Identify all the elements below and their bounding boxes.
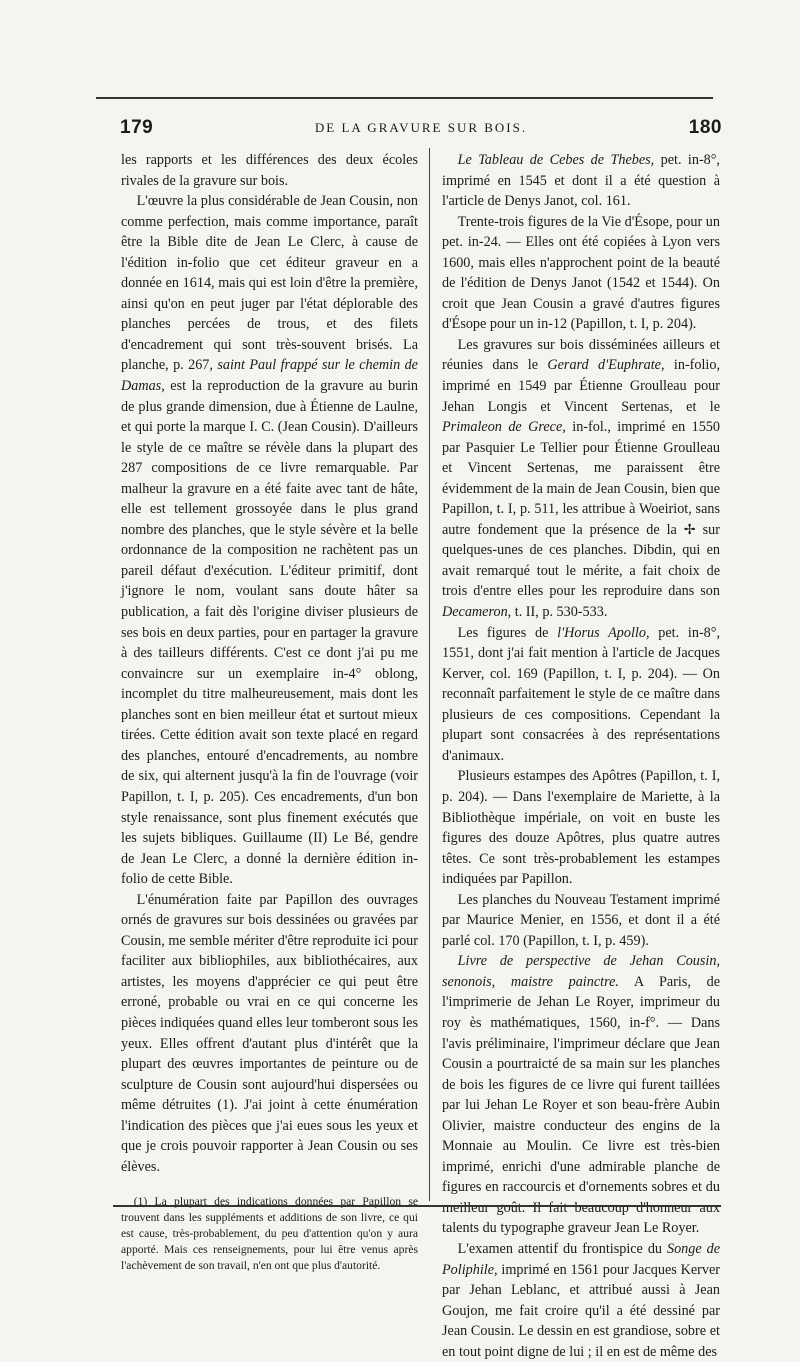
paragraph: Livre de perspective de Jehan Cousin, senonois, maistre painctre. A Paris, de l'imprimerie de Jehan Le Royer, imprimeur du roy ès mathématiques, 1560, in-f°. — Dans l'avis préliminaire, l'imprimeur déclare que Jean Cousin a pourtraicté de sa main sur les planches de bois les figures de ce livre qui furent taillées par lui Jehan Le Royer et son beau-frère Aubin Olivier, maistre conducteur des engins de la Monnaie au Moulin. Ce livre est très-bien imprimé, enrichi d'une admirable planche de figures en raccourcis et d'ornements sobres et du meilleur goût. Il fait beaucoup d'honneur aux talents du typographe graveur Jean Le Royer. [442, 953, 720, 1237]
bottom-rule [113, 1205, 721, 1207]
paragraph: L'examen attentif du frontispice du Songe de Poliphile, imprimé en 1561 pour Jacques Kerver par Jehan Leblanc, et attribué aussi à Jean Goujon, me fait croire qu'il a été dessiné par Jean Cousin. Le dessin en est grandiose, sobre et en tout point digne de lui ; il en est de même des [442, 1240, 720, 1360]
paragraph: L'énumération faite par Papillon des ouvrages ornés de gravures sur bois dessinées ou gravées par Cousin, me semble mériter d'être reproduite ici pour faciliter aux bibliophiles, aux bibliothécaires, aux artistes, les moyens d'apprécier ce qui peut être erroné, probable ou vrai en ce qui concerne les pièces indiquées quand elles leur tomberont sous les yeux. Elles offrent d'autant plus d'intérêt que la plupart des œuvres importantes de peinture ou de sculpture de Cousin sont aujourd'hui dispersées ou même détruites (1). J'ai joint à cette énumération l'indication des pièces que j'ai eues sous les yeux et que je crois pouvoir rapporter à Jean Cousin ou ses élèves. [121, 891, 418, 1175]
paragraph: Trente-trois figures de la Vie d'Ésope, pour un pet. in-24. — Elles ont été copiées à Lyon vers 1600, mais elles n'approchent point de la beauté de l'édition de Denys Janot (1542 et 1544). On croit que Jean Cousin a gravé d'autres figures d'Ésope pour un in-12 (Papillon, t. I, p. 204). [442, 213, 720, 333]
paragraph: Le Tableau de Cebes de Thebes, pet. in-8°, imprimé en 1545 et dont il a été question à l'article de Denys Janot, col. 161. [442, 152, 720, 210]
running-header [120, 117, 722, 145]
paragraph: les rapports et les différences des deux écoles rivales de la gravure sur bois. [121, 152, 418, 189]
right-column [442, 150, 720, 1362]
column-divider [429, 148, 430, 1201]
paragraph: L'œuvre la plus considérable de Jean Cousin, non comme perfection, mais comme importance, paraît être la Bible dite de Jean Le Clerc, à cause de l'édition in-folio que cet éditeur graveur en a donnée en 1614, mais qui est loin d'être la première, ainsi qu'on en peut juger par l'état déplorable des planches percées de trous, et des filets d'encadrement qui sont très-souvent brisés. La planche, p. 267, saint Paul frappé sur le chemin de Damas, est la reproduction de la gravure au burin de plus grande dimension, due à Étienne de Laulne, et qui porte la marque I. C. (Jean Cousin). D'ailleurs le style de ce maître se révèle dans la plupart des 287 compositions de ce livre remarquable. Par malheur la gravure en a été faite avec tant de hâte, elle est tellement grossoyée dans le plus grand nombre des planches, que le style sévère et la belle ordonnance de la composition ne rachètent pas un pareil défaut d'exécution. L'éditeur primitif, dont j'ignore le nom, voulant sans doute hâter sa publication, a fait dès l'origine diviser plusieurs de ses bois en deux parties, pour en partager la gravure à des tailleurs différents. C'est ce dont j'ai pu me convaincre sur un exemplaire in-4° oblong, incomplet du titre malheureusement, mais dont les planches sont en bien meilleur état et surtout mieux tirées. Cette édition avait son texte placé en regard des planches, entouré d'encadrements, au nombre de six, qui alternent jusqu'à la fin de l'ouvrage (voir Papillon, t. I, p. 205). Ces encadrements, d'un bon style renaissance, sont plus finement exécutés que les sujets bibliques. Guillaume (II) Le Bé, gendre de Jean Le Clerc, a donné la dernière édition in-folio de cette Bible. [121, 193, 418, 888]
paragraph: Les gravures sur bois disséminées ailleurs et réunies dans le Gerard d'Euphrate, in-folio, imprimé en 1549 par Étienne Groulleau pour Jehan Longis et Vincent Sertenas, et le Primaleon de Grece, in-fol., imprimé en 1550 par Pasquier Le Tellier pour Étienne Groulleau et Vincent Sertenas, me paraissent être évidemment de la main de Jean Cousin, bien que Papillon, t. I, p. 511, les attribue à Woeiriot, sans autre fondement que la présence de la ✢ sur quelques-unes de ces planches. Dibdin, qui en avait remarqué tout le mérite, a fait choix de trois d'entre elles pour les reproduire dans son Decameron, t. II, p. 530-533. [442, 336, 721, 621]
footnote: (1) La plupart des indications données par Papillon se trouvent dans les suppléments et additions de son livre, ce qui est cause, très-probablement, du peu d'attention qu'on y aura apporté. Mais ces renseignements, pour lui être venus après l'achèvement de son travail, n'en ont que plus d'autorité. [121, 1195, 418, 1272]
left-column [121, 150, 418, 1273]
paragraph: Plusieurs estampes des Apôtres (Papillon, t. I, p. 204). — Dans l'exemplaire de Mariette, à la Bibliothèque impériale, on voit en buste les figures des douze Apôtres, plus quatre autres têtes. Ce sont très-probablement les estampes indiquées par Papillon. [442, 768, 720, 888]
page-number-left: 179 [120, 117, 154, 138]
paragraph: Les planches du Nouveau Testament imprimé par Maurice Menier, en 1556, et dont il a été parlé col. 170 (Papillon, t. I, p. 459). [442, 891, 720, 949]
running-title: DE LA GRAVURE SUR BOIS. [314, 120, 528, 135]
top-rule [96, 97, 713, 99]
paragraph: Les figures de l'Horus Apollo, pet. in-8°, 1551, dont j'ai fait mention à l'article de Jacques Kerver, col. 169 (Papillon, t. I, p. 204). — On reconnaît parfaitement le style de ce maître dans plusieurs de ces compositions. Cependant la plupart sont consacrées à des représentations d'animaux. [442, 624, 720, 764]
page-number-right: 180 [688, 117, 722, 138]
